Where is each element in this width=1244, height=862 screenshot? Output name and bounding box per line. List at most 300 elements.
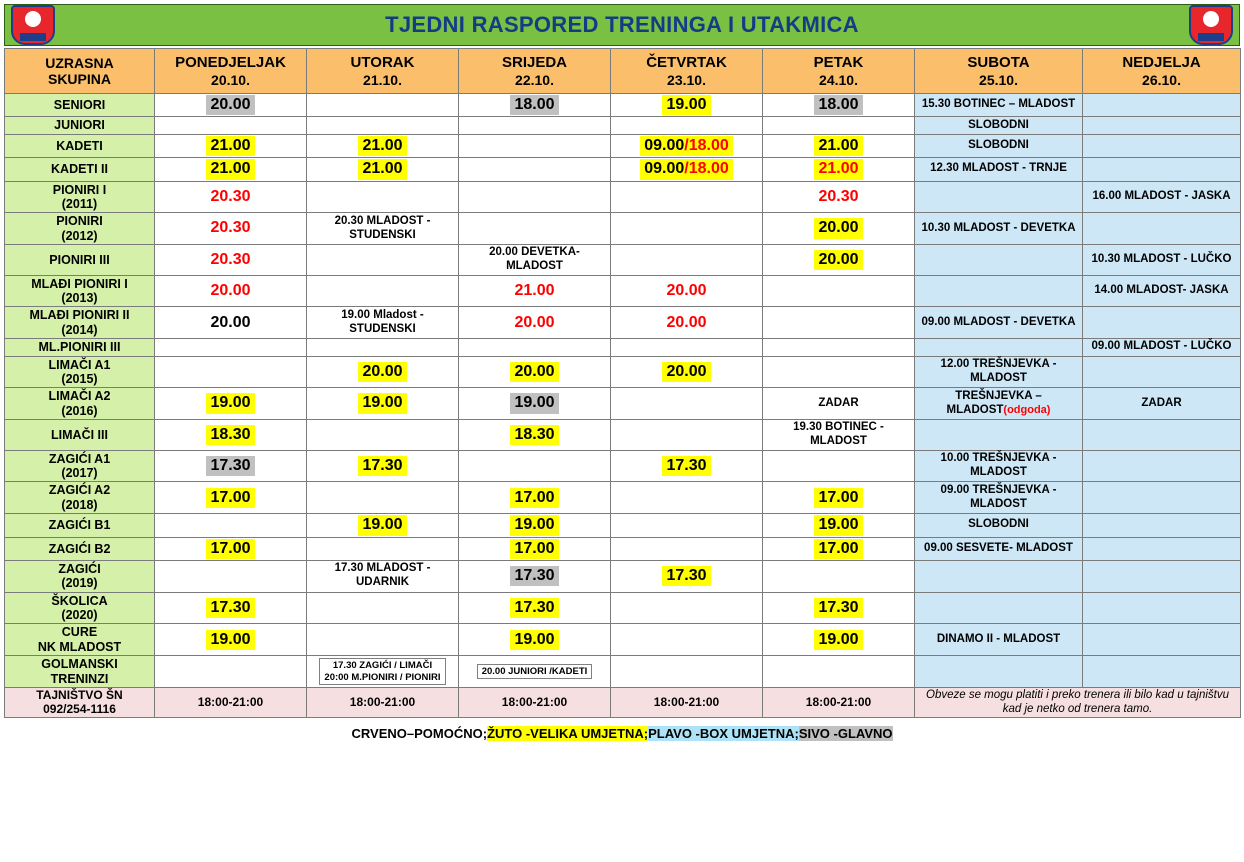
- schedule-cell: [763, 592, 915, 624]
- age-group-year: (2012): [61, 228, 98, 243]
- match-note: 19.30 BOTINEC - MLADOST: [793, 421, 884, 447]
- schedule-cell: [763, 275, 915, 307]
- age-group-name: KADETI II: [51, 162, 108, 177]
- match-note: DINAMO II - MLADOST: [936, 632, 1061, 645]
- training-time: 17.30: [814, 598, 862, 618]
- schedule-cell: [1083, 275, 1241, 307]
- column-header-wednesday: SRIJEDA 22.10.: [459, 49, 611, 94]
- table-row: [5, 482, 1241, 514]
- schedule-cell: [611, 117, 763, 134]
- schedule-cell: [1083, 94, 1241, 117]
- training-time: 20.00: [358, 362, 406, 382]
- match-note: 10.30 MLADOST - LUČKO: [1091, 252, 1232, 265]
- training-time: 17.30: [662, 566, 710, 586]
- schedule-cell: [459, 356, 611, 388]
- schedule-cell: [459, 537, 611, 560]
- schedule-cell: [307, 158, 459, 181]
- table-row: [5, 537, 1241, 560]
- secretary-hours: 18:00-21:00: [155, 687, 307, 718]
- training-time: 18.00: [814, 95, 862, 115]
- schedule-cell: [915, 245, 1083, 276]
- schedule-cell: [459, 158, 611, 181]
- training-time: 19.00: [510, 630, 558, 650]
- match-note: 20.30 MLADOST - STUDENSKI: [334, 214, 431, 241]
- schedule-cell: [307, 450, 459, 482]
- schedule-cell: [763, 514, 915, 537]
- training-time: 19.00: [510, 393, 558, 413]
- table-row: [5, 134, 1241, 157]
- training-time: 17.00: [814, 488, 862, 508]
- secretary-hours: 18:00-21:00: [763, 687, 915, 718]
- training-time: 17.30: [206, 598, 254, 618]
- training-time: 21.00: [358, 159, 406, 179]
- schedule-cell: [611, 245, 763, 276]
- schedule-cell: [155, 117, 307, 134]
- table-row: [5, 245, 1241, 276]
- training-time: 21.00: [814, 159, 862, 179]
- schedule-cell: [763, 537, 915, 560]
- schedule-cell: [155, 94, 307, 117]
- table-row: [5, 94, 1241, 117]
- schedule-cell: [763, 420, 915, 451]
- schedule-cell: [307, 482, 459, 514]
- schedule-cell: [763, 213, 915, 245]
- legend-red: CRVENO–POMOĆNO;: [351, 726, 488, 742]
- schedule-cell: [155, 450, 307, 482]
- match-note: 14.00 MLADOST- JASKA: [1094, 284, 1229, 297]
- schedule-cell: [611, 560, 763, 592]
- club-crest-left-icon: [11, 5, 55, 45]
- table-row: [5, 181, 1241, 213]
- schedule-cell: [915, 213, 1083, 245]
- schedule-cell: [611, 307, 763, 339]
- table-body: [5, 94, 1241, 718]
- schedule-cell: [155, 245, 307, 276]
- goalkeeper-label: GOLMANSKI TRENINZI: [5, 656, 155, 688]
- schedule-cell: [307, 117, 459, 134]
- schedule-cell: [915, 388, 1083, 420]
- schedule-cell: [763, 158, 915, 181]
- goalkeeper-cell: [307, 656, 459, 688]
- training-time: 21.00: [814, 136, 862, 156]
- training-time: 19.00: [206, 393, 254, 413]
- age-group-name: PIONIRI: [56, 214, 103, 229]
- schedule-cell: [915, 560, 1083, 592]
- match-note: 12.00 TREŠNJEVKA - MLADOST: [940, 358, 1057, 384]
- schedule-cell: [459, 181, 611, 213]
- schedule-cell: [1083, 158, 1241, 181]
- schedule-cell: [915, 514, 1083, 537]
- schedule-cell: [763, 94, 915, 117]
- schedule-cell: [307, 213, 459, 245]
- legend-blue: PLAVO -BOX UMJETNA;: [648, 726, 799, 742]
- table-row: [5, 514, 1241, 537]
- training-time: 19.00: [510, 515, 558, 535]
- schedule-cell: [763, 181, 915, 213]
- training-time: 19.00: [814, 515, 862, 535]
- table-row: [5, 213, 1241, 245]
- schedule-cell: [307, 94, 459, 117]
- schedule-cell: [459, 482, 611, 514]
- schedule-cell: [307, 420, 459, 451]
- training-time: 17.00: [206, 488, 254, 508]
- schedule-cell: [155, 213, 307, 245]
- schedule-cell: [155, 181, 307, 213]
- training-time: 09.00/18.00: [640, 159, 733, 179]
- column-header-tuesday: UTORAK 21.10.: [307, 49, 459, 94]
- training-time: 17.00: [510, 539, 558, 559]
- schedule-cell: [1083, 181, 1241, 213]
- schedule-cell: [307, 560, 459, 592]
- goalkeeper-cell: [915, 656, 1083, 688]
- schedule-cell: [307, 514, 459, 537]
- age-group-year: (2018): [61, 497, 98, 512]
- schedule-cell: [1083, 592, 1241, 624]
- schedule-cell: [459, 134, 611, 157]
- schedule-cell: [155, 388, 307, 420]
- schedule-cell: [915, 275, 1083, 307]
- table-header-row: [5, 49, 1241, 94]
- schedule-cell: [763, 339, 915, 356]
- schedule-cell: [915, 339, 1083, 356]
- age-group-label: [5, 213, 155, 245]
- schedule-cell: [763, 356, 915, 388]
- age-group-year: (2016): [61, 403, 98, 418]
- schedule-cell: [459, 213, 611, 245]
- training-time: 17.30: [510, 566, 558, 586]
- age-group-label: [5, 181, 155, 213]
- training-time: 19.00: [206, 630, 254, 650]
- page-title: TJEDNI RASPORED TRENINGA I UTAKMICA: [385, 12, 859, 37]
- training-time: 18.30: [510, 425, 558, 445]
- column-header-group: UZRASNA SKUPINA: [5, 49, 155, 94]
- schedule-cell: [155, 420, 307, 451]
- age-group-name: LIMAČI A2: [48, 389, 111, 404]
- schedule-cell: [459, 450, 611, 482]
- table-row: [5, 388, 1241, 420]
- training-time: 20.00: [666, 313, 707, 331]
- schedule-cell: [155, 560, 307, 592]
- training-time: 09.00/18.00: [640, 136, 733, 156]
- schedule-cell: [155, 624, 307, 656]
- training-time: 21.00: [358, 136, 406, 156]
- age-group-label: [5, 158, 155, 181]
- training-time: 20.00: [666, 281, 707, 299]
- schedule-cell: [459, 339, 611, 356]
- training-time: 20.30: [210, 219, 251, 237]
- training-time: 17.00: [510, 488, 558, 508]
- age-group-year: (2020): [61, 608, 98, 623]
- schedule-cell: [1083, 420, 1241, 451]
- age-group-label: [5, 356, 155, 388]
- schedule-cell: [611, 158, 763, 181]
- schedule-cell: [155, 158, 307, 181]
- age-group-year: (2015): [61, 371, 98, 386]
- age-group-label: [5, 537, 155, 560]
- training-time: 20.00: [510, 362, 558, 382]
- schedule-cell: [307, 307, 459, 339]
- schedule-cell: [1083, 245, 1241, 276]
- training-time: 17.30: [510, 598, 558, 618]
- schedule-cell: [155, 275, 307, 307]
- schedule-cell: [611, 624, 763, 656]
- schedule-cell: [307, 245, 459, 276]
- schedule-cell: [611, 537, 763, 560]
- schedule-cell: [763, 482, 915, 514]
- age-group-year: (2011): [61, 196, 98, 211]
- schedule-cell: [611, 339, 763, 356]
- table-row: [5, 560, 1241, 592]
- schedule-cell: [1083, 134, 1241, 157]
- secretary-note: Obveze se mogu platiti i preko trenera ili bilo kad u tajništvu kad je netko od trenera tamo.: [915, 687, 1241, 718]
- age-group-name: ZAGIĆI B2: [48, 541, 111, 556]
- schedule-cell: [915, 94, 1083, 117]
- schedule-cell: [1083, 537, 1241, 560]
- schedule-cell: [307, 275, 459, 307]
- column-header-monday: PONEDJELJAK 20.10.: [155, 49, 307, 94]
- training-time: 20.00: [210, 281, 251, 299]
- training-time: 20.00: [814, 250, 862, 270]
- age-group-label: [5, 420, 155, 451]
- age-group-label: [5, 134, 155, 157]
- match-note: 09.00 TREŠNJEVKA - MLADOST: [940, 483, 1057, 510]
- table-row: [5, 592, 1241, 624]
- club-crest-right-icon: [1189, 5, 1233, 45]
- match-note: SLOBODNI: [968, 518, 1029, 531]
- age-group-name: MLAĐI PIONIRI II: [29, 308, 130, 323]
- column-header-thursday: ČETVRTAK 23.10.: [611, 49, 763, 94]
- schedule-cell: [611, 213, 763, 245]
- age-group-name: LIMAČI A1: [48, 357, 111, 372]
- match-note: 09.00 MLADOST - LUČKO: [1091, 340, 1232, 353]
- age-group-label: [5, 94, 155, 117]
- training-time: 21.00: [514, 281, 555, 299]
- schedule-cell: [155, 482, 307, 514]
- schedule-cell: [155, 356, 307, 388]
- schedule-cell: [307, 339, 459, 356]
- schedule-cell: [763, 450, 915, 482]
- age-group-name: MLAĐI PIONIRI I: [31, 276, 128, 291]
- schedule-cell: [1083, 560, 1241, 592]
- goalkeeper-session: 17.30 ZAGIĆI / LIMAČI 20:00 M.PIONIRI / PIONIRI: [319, 658, 445, 686]
- age-group-label: [5, 275, 155, 307]
- age-group-name: PIONIRI I: [52, 182, 107, 197]
- age-group-year: (2019): [61, 576, 98, 591]
- secretary-label: TAJNIŠTVO ŠN 092/254-1116: [5, 687, 155, 718]
- training-time: 20.00: [206, 95, 254, 115]
- schedule-cell: [611, 181, 763, 213]
- training-time: 20.00: [814, 218, 862, 238]
- match-note: ZADAR: [1141, 396, 1182, 409]
- schedule-cell: [611, 134, 763, 157]
- schedule-cell: [1083, 450, 1241, 482]
- goalkeeper-cell: [459, 656, 611, 688]
- age-group-label: [5, 117, 155, 134]
- schedule-cell: [1083, 339, 1241, 356]
- match-note: SLOBODNI: [968, 139, 1029, 152]
- match-note: 09.00 SESVETE- MLADOST: [924, 541, 1073, 554]
- schedule-cell: [1083, 388, 1241, 420]
- table-row: [5, 117, 1241, 134]
- goalkeeper-cell: [611, 656, 763, 688]
- schedule-cell: [307, 388, 459, 420]
- schedule-cell: [763, 134, 915, 157]
- age-group-year: (2014): [61, 322, 98, 337]
- match-note: ZADAR: [818, 396, 859, 409]
- legend-grey: SIVO -GLAVNO: [798, 726, 893, 742]
- table-row: [5, 624, 1241, 656]
- schedule-cell: [763, 117, 915, 134]
- age-group-name: ZAGIĆI A1: [48, 451, 111, 466]
- schedule-cell: [611, 450, 763, 482]
- schedule-cell: [307, 356, 459, 388]
- training-time: 19.00: [358, 515, 406, 535]
- match-note: TREŠNJEVKA – MLADOST(odgoda): [946, 389, 1051, 416]
- schedule-cell: [915, 592, 1083, 624]
- training-time: 17.00: [206, 539, 254, 559]
- age-group-year: NK MLADOST: [37, 639, 122, 654]
- schedule-cell: [459, 624, 611, 656]
- schedule-cell: [459, 420, 611, 451]
- match-note: SLOBODNI: [968, 118, 1029, 131]
- training-time: 20.00: [210, 313, 251, 331]
- age-group-label: [5, 482, 155, 514]
- schedule-cell: [611, 94, 763, 117]
- column-header-friday: PETAK 24.10.: [763, 49, 915, 94]
- weekly-schedule-table: [4, 48, 1241, 718]
- match-note: 09.00 MLADOST - DEVETKA: [921, 315, 1076, 328]
- table-row: [5, 450, 1241, 482]
- schedule-cell: [611, 356, 763, 388]
- match-note: 19.00 Mladost - STUDENSKI: [341, 308, 424, 335]
- column-header-sunday: NEDJELJA 26.10.: [1083, 49, 1241, 94]
- training-time: 20.30: [210, 187, 251, 205]
- schedule-cell: [611, 592, 763, 624]
- schedule-cell: [915, 181, 1083, 213]
- age-group-name: PIONIRI III: [49, 252, 110, 267]
- schedule-cell: [915, 482, 1083, 514]
- legend-yellow: ŽUTO -VELIKA UMJETNA;: [487, 726, 649, 742]
- schedule-cell: [611, 275, 763, 307]
- schedule-cell: [763, 245, 915, 276]
- age-group-name: ZAGIĆI: [58, 561, 101, 576]
- age-group-label: [5, 624, 155, 656]
- schedule-cell: [459, 117, 611, 134]
- table-row: [5, 339, 1241, 356]
- schedule-cell: [155, 134, 307, 157]
- age-group-name: ZAGIĆI A2: [48, 483, 111, 498]
- training-time: 18.00: [510, 95, 558, 115]
- training-time: 20.30: [818, 187, 859, 205]
- training-time: 19.00: [662, 95, 710, 115]
- schedule-cell: [459, 388, 611, 420]
- age-group-label: [5, 514, 155, 537]
- age-group-year: (2013): [61, 291, 98, 306]
- schedule-cell: [459, 275, 611, 307]
- match-note: 16.00 MLADOST - JASKA: [1092, 190, 1231, 203]
- schedule-cell: [307, 537, 459, 560]
- table-row: [5, 307, 1241, 339]
- schedule-cell: [915, 624, 1083, 656]
- table-row: [5, 420, 1241, 451]
- schedule-cell: [155, 339, 307, 356]
- match-note: 17.30 MLADOST - UDARNIK: [334, 562, 431, 589]
- schedule-cell: [611, 388, 763, 420]
- schedule-cell: [155, 592, 307, 624]
- schedule-cell: [1083, 117, 1241, 134]
- schedule-cell: [459, 94, 611, 117]
- training-time: 17.30: [662, 456, 710, 476]
- training-time: 20.00: [662, 362, 710, 382]
- age-group-name: ŠKOLICA: [51, 593, 108, 608]
- schedule-cell: [155, 307, 307, 339]
- age-group-name: ML.PIONIRI III: [38, 340, 121, 355]
- schedule-cell: [307, 592, 459, 624]
- training-time: 20.30: [210, 250, 251, 268]
- schedule-cell: [915, 420, 1083, 451]
- schedule-cell: [307, 134, 459, 157]
- schedule-cell: [1083, 213, 1241, 245]
- match-note: 20.00 DEVETKA- MLADOST: [489, 246, 580, 272]
- training-time: 19.00: [358, 393, 406, 413]
- schedule-cell: [915, 158, 1083, 181]
- page-header: [4, 4, 1240, 46]
- schedule-cell: [763, 307, 915, 339]
- goalkeeper-cell: [763, 656, 915, 688]
- schedule-cell: [915, 307, 1083, 339]
- table-row: [5, 158, 1241, 181]
- goalkeeper-cell: [1083, 656, 1241, 688]
- schedule-cell: [459, 245, 611, 276]
- age-group-name: LIMAČI III: [51, 427, 108, 442]
- secretary-hours: 18:00-21:00: [459, 687, 611, 718]
- schedule-cell: [1083, 307, 1241, 339]
- training-time: 17.00: [814, 539, 862, 559]
- match-note: 10.30 MLADOST - DEVETKA: [921, 221, 1076, 234]
- secretary-row: [5, 687, 1241, 718]
- goalkeeper-cell: [155, 656, 307, 688]
- table-row: [5, 275, 1241, 307]
- age-group-label: [5, 307, 155, 339]
- schedule-cell: [915, 537, 1083, 560]
- schedule-cell: [611, 420, 763, 451]
- schedule-cell: [307, 181, 459, 213]
- training-time: 18.30: [206, 425, 254, 445]
- age-group-label: [5, 339, 155, 356]
- training-time: 21.00: [206, 136, 254, 156]
- schedule-cell: [1083, 514, 1241, 537]
- training-time: 17.30: [206, 456, 254, 476]
- age-group-label: [5, 245, 155, 276]
- schedule-cell: [307, 624, 459, 656]
- schedule-cell: [763, 624, 915, 656]
- legend: [0, 726, 1244, 741]
- training-time: 20.00: [514, 313, 555, 331]
- match-note: 15.30 BOTINEC – MLADOST: [921, 98, 1076, 111]
- postponed-label: (odgoda): [1003, 403, 1051, 416]
- schedule-cell: [155, 537, 307, 560]
- goalkeeper-row: [5, 656, 1241, 688]
- age-group-label: [5, 592, 155, 624]
- secretary-hours: 18:00-21:00: [611, 687, 763, 718]
- schedule-cell: [611, 514, 763, 537]
- age-group-name: KADETI: [56, 138, 103, 153]
- goalkeeper-session: 20.00 JUNIORI /KADETI: [477, 664, 593, 680]
- training-time: 17.30: [358, 456, 406, 476]
- age-group-name: SENIORI: [53, 98, 106, 112]
- schedule-cell: [915, 356, 1083, 388]
- schedule-cell: [459, 514, 611, 537]
